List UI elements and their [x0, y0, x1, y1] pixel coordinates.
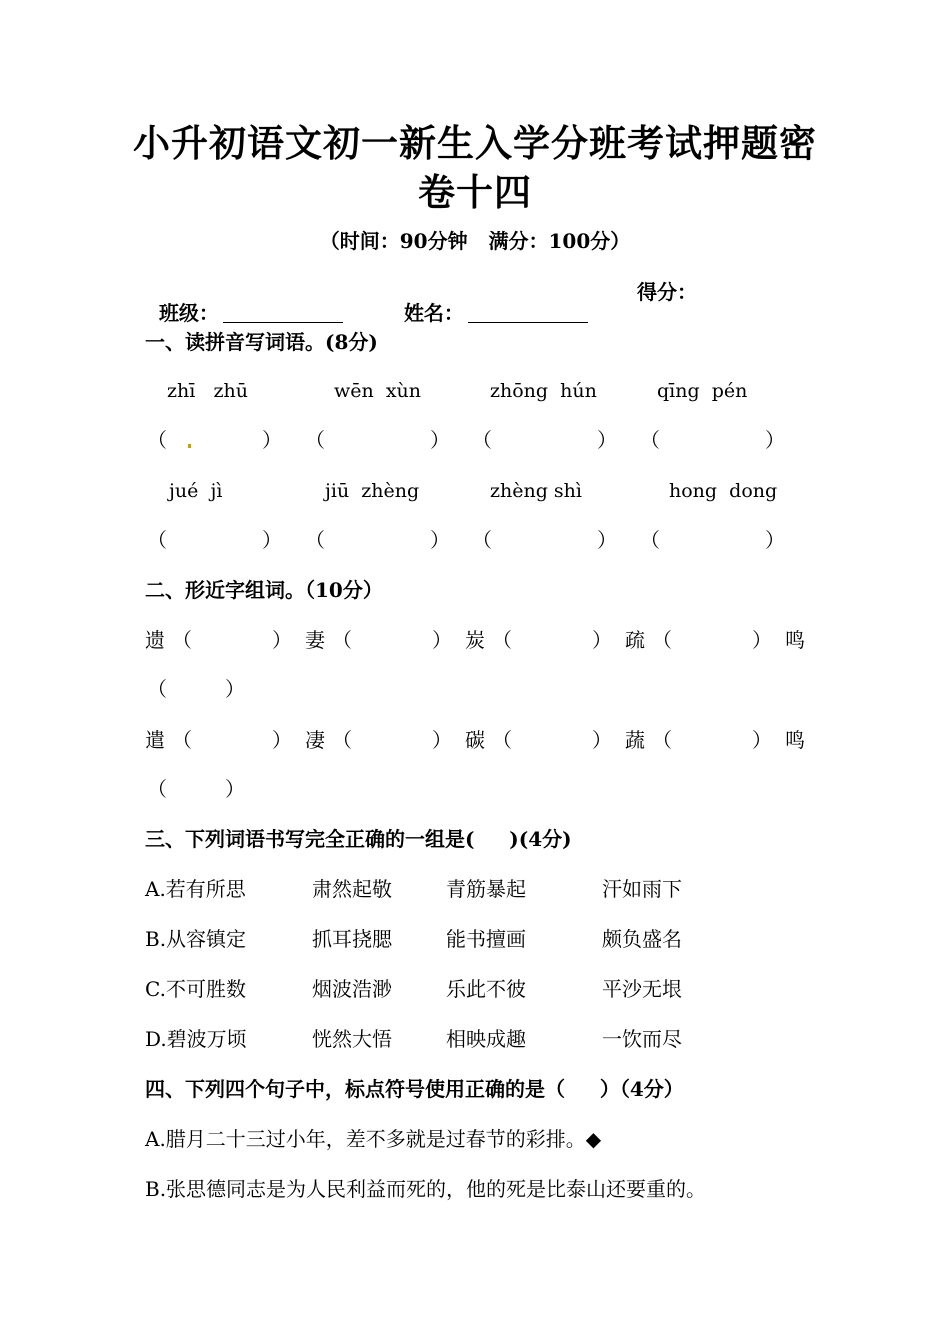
q3-d-4: 一饮而尽	[602, 1027, 682, 1051]
name-blank[interactable]	[468, 302, 588, 323]
page-title-line2: 卷十四	[418, 170, 532, 214]
q1-r2-open-2: （	[305, 528, 325, 552]
q2-r2-close-2: ）	[432, 728, 452, 752]
q1-pinyin-7: zhèng shì	[490, 480, 582, 502]
q3-a-3: 青筋暴起	[446, 877, 526, 901]
class-blank[interactable]	[223, 302, 343, 323]
q2-char-7: 凄	[305, 728, 325, 752]
q2-r1-close-2: ）	[432, 628, 452, 652]
q1-r1-close-4: ）	[765, 428, 785, 452]
q1-r1-close-1: ）	[262, 428, 282, 452]
name-field	[390, 282, 588, 323]
q3-c-2: 烟波浩渺	[312, 977, 392, 1001]
q3-c-3: 乐此不彼	[446, 977, 526, 1001]
q4-heading: 四、下列四个句子中，标点符号使用正确的是（ ）（4分）	[145, 1077, 684, 1101]
q1-r2-close-3: ）	[597, 528, 617, 552]
q1-r2-open-1: （	[147, 528, 167, 552]
q2-char-3: 炭	[465, 628, 485, 652]
score-label: 得分：	[637, 280, 697, 304]
q1-r1-open-2: （	[305, 428, 325, 452]
class-field	[145, 282, 343, 323]
q1-pinyin-3: zhōng hún	[490, 380, 597, 402]
q2-r1-close-1: ）	[272, 628, 292, 652]
q1-r1-open-3: （	[472, 428, 492, 452]
q2-char-8: 碳	[465, 728, 485, 752]
q1-pinyin-1: zhī zhū	[167, 380, 248, 402]
q2-char-10: 鸣	[785, 728, 805, 752]
q2-heading: 二、形近字组词。（10分）	[145, 578, 383, 602]
q1-r2-open-4: （	[640, 528, 660, 552]
q4-option-a: A.腊月二十三过小年，差不多就是过春节的彩排。◆	[145, 1127, 602, 1151]
q3-a-2: 肃然起敬	[312, 877, 392, 901]
q2-char-5: 鸣	[785, 628, 805, 652]
q3-c-1: C.不可胜数	[145, 977, 246, 1001]
q1-pinyin-6: jiū zhèng	[325, 480, 420, 502]
exam-subtitle: （时间：90分钟 满分：100分）	[319, 229, 631, 253]
q3-d-2: 恍然大悟	[312, 1027, 392, 1051]
q3-d-1: D.碧波万顷	[145, 1027, 247, 1051]
q1-r1-close-3: ）	[597, 428, 617, 452]
q2-r1-close-5: ）	[225, 677, 245, 701]
q1-r2-close-2: ）	[430, 528, 450, 552]
q2-r1-close-3: ）	[592, 628, 612, 652]
q3-heading: 三、下列词语书写完全正确的一组是( )(4分)	[145, 827, 572, 851]
q3-d-3: 相映成趣	[446, 1027, 526, 1051]
q3-b-1: B.从容镇定	[145, 927, 247, 951]
q3-b-3: 能书擅画	[446, 927, 526, 951]
class-label: 班级：	[158, 301, 219, 325]
q2-r2-close-1: ）	[272, 728, 292, 752]
q1-pinyin-2: wēn xùn	[334, 380, 422, 402]
page-title-line1: 小升初语文初一新生入学分班考试押题密	[133, 121, 817, 165]
q2-r2-open-1: （	[172, 728, 192, 752]
q1-pinyin-4: qīng pén	[657, 380, 748, 402]
q2-r2-close-4: ）	[752, 728, 772, 752]
q3-b-2: 抓耳挠腮	[312, 927, 392, 951]
q2-r2-close-3: ）	[592, 728, 612, 752]
q2-r2-open-3: （	[492, 728, 512, 752]
q2-char-2: 妻	[305, 628, 325, 652]
q2-r2-open-5: （	[147, 777, 167, 801]
q1-pinyin-5: jué jì	[169, 480, 223, 502]
q3-a-4: 汗如雨下	[602, 877, 682, 901]
q2-char-9: 蔬	[625, 728, 645, 752]
q3-b-4: 颇负盛名	[602, 927, 682, 951]
q1-pinyin-8: hong dong	[669, 480, 778, 502]
q2-char-6: 遣	[145, 728, 165, 752]
q2-r2-close-5: ）	[225, 777, 245, 801]
q1-r2-close-1: ）	[262, 528, 282, 552]
q2-r1-open-1: （	[172, 628, 192, 652]
q2-r1-open-2: （	[332, 628, 352, 652]
q1-r2-open-3: （	[472, 528, 492, 552]
q2-char-4: 疏	[625, 628, 645, 652]
stray-dot-mark	[188, 444, 191, 448]
q1-r2-close-4: ）	[765, 528, 785, 552]
q4-option-b: B.张思德同志是为人民利益而死的，他的死是比泰山还要重的。	[145, 1177, 707, 1201]
name-label: 姓名：	[403, 301, 464, 325]
q3-c-4: 平沙无垠	[602, 977, 682, 1001]
q2-r2-open-2: （	[332, 728, 352, 752]
q2-r1-close-4: ）	[752, 628, 772, 652]
q1-r1-open-4: （	[640, 428, 660, 452]
q2-r1-open-3: （	[492, 628, 512, 652]
q2-r1-open-4: （	[652, 628, 672, 652]
q2-char-1: 遗	[145, 628, 165, 652]
q1-r1-close-2: ）	[430, 428, 450, 452]
q2-r1-open-5: （	[147, 677, 167, 701]
q3-a-1: A.若有所思	[145, 877, 246, 901]
q1-r1-open-1: （	[147, 428, 167, 452]
q1-heading: 一、读拼音写词语。(8分)	[145, 330, 378, 354]
q2-r2-open-4: （	[652, 728, 672, 752]
